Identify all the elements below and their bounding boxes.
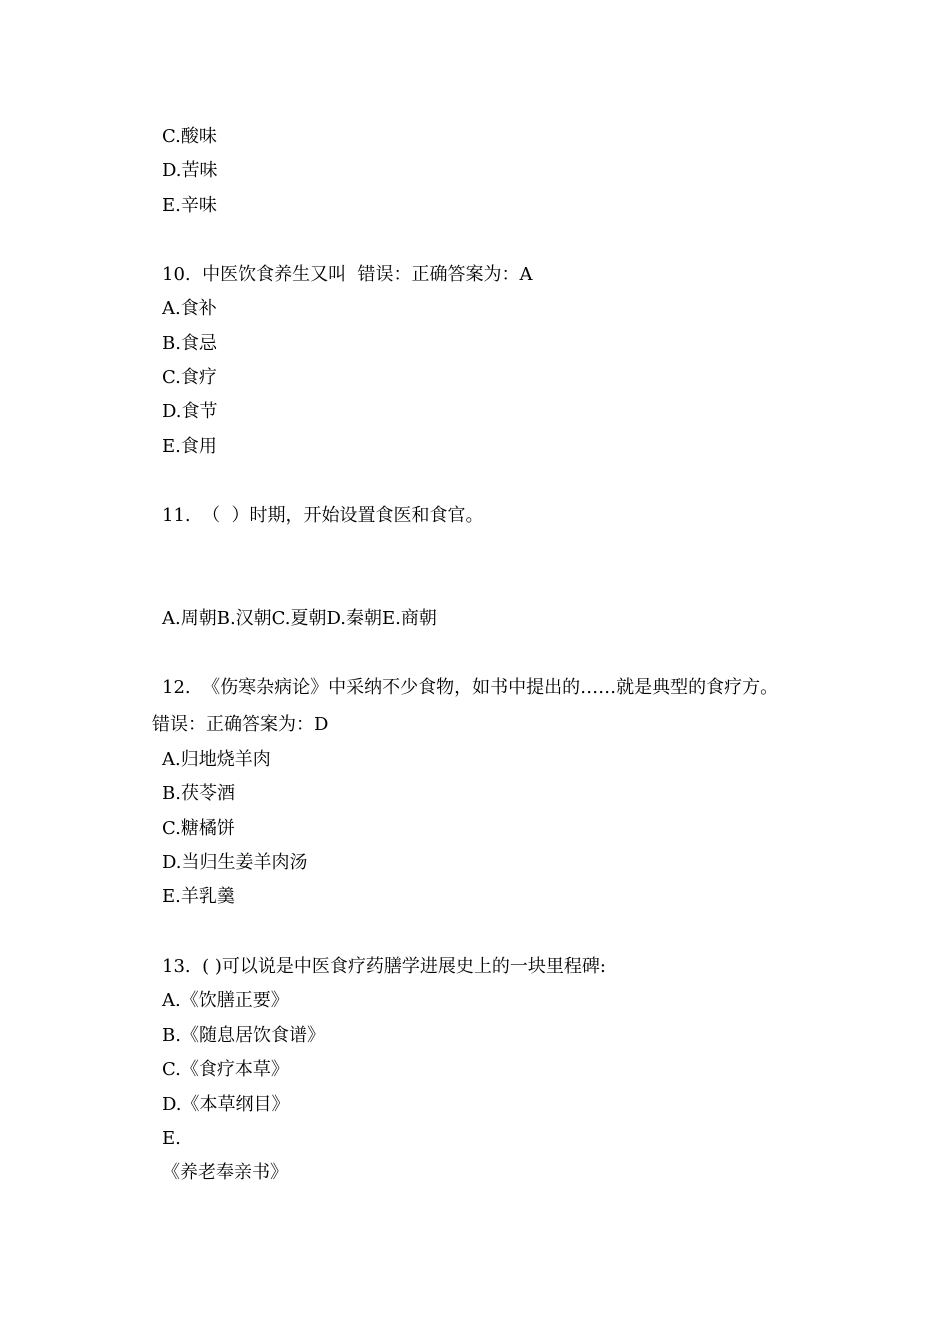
q12-option-b: B.茯苓酒	[162, 783, 235, 804]
q12-option-d: D.当归生姜羊肉汤	[162, 852, 308, 873]
q13-option-e-text: 《养老奉亲书》	[162, 1162, 288, 1183]
q13-title: 13. ( )可以说是中医食疗药膳学进展史上的一块里程碑:	[162, 956, 606, 977]
q13-option-d: D.《本草纲目》	[162, 1094, 290, 1115]
q12-option-e: E.羊乳羹	[162, 886, 235, 907]
q9-option-d: D.苦味	[162, 160, 218, 181]
q11-options: A.周朝B.汉朝C.夏朝D.秦朝E.商朝	[162, 608, 437, 629]
q10-option-e: E.食用	[162, 436, 217, 457]
q13-option-e: E.	[162, 1128, 181, 1149]
q9-option-e: E.辛味	[162, 195, 217, 216]
q12-option-c: C.糖橘饼	[162, 818, 235, 839]
q13-option-a: A.《饮膳正要》	[162, 990, 289, 1011]
q12-option-a: A.归地烧羊肉	[162, 749, 271, 770]
q11-title: 11. （ ）时期，开始设置食医和食官。	[162, 505, 484, 526]
q10-option-b: B.食忌	[162, 333, 217, 354]
q13-option-b: B.《随息居饮食谱》	[162, 1025, 325, 1046]
q10-option-d: D.食节	[162, 401, 218, 422]
q12-answer-note: 错误：正确答案为：D	[152, 714, 329, 735]
q13-option-c: C.《食疗本草》	[162, 1059, 289, 1080]
q10-option-a: A.食补	[162, 298, 217, 319]
q10-title: 10. 中医饮食养生又叫 错误：正确答案为：A	[162, 264, 533, 285]
q12-title: 12. 《伤寒杂病论》中采纳不少食物，如书中提出的……就是典型的食疗方。	[162, 677, 779, 698]
q9-option-c: C.酸味	[162, 126, 217, 147]
q10-option-c: C.食疗	[162, 367, 217, 388]
